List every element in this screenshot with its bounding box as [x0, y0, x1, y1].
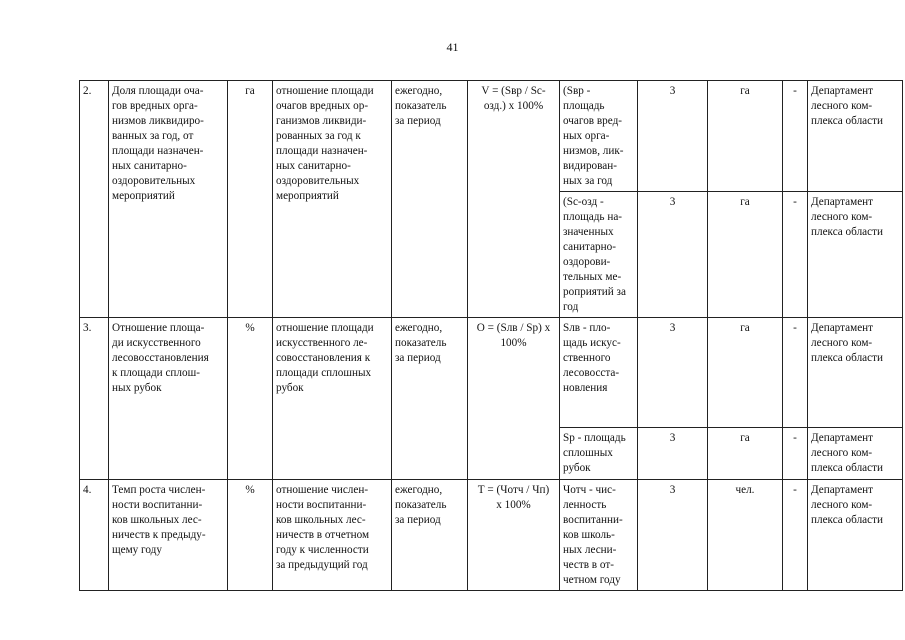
definition-line: оздоровительных [276, 175, 360, 187]
definition-line: ности воспитанни- [276, 499, 367, 511]
responsible-org-line: плекса области [811, 352, 883, 364]
responsible-org [808, 480, 903, 591]
indicator-name-line: гов вредных орга- [112, 100, 198, 112]
responsible-org-line: плекса области [811, 115, 883, 127]
component-description-line: честв в от- [563, 559, 614, 571]
formula-line: O = (Sлв / Sр) х [476, 322, 551, 334]
component-description-line: новления [563, 382, 608, 394]
indicator-name-line: мероприятий [112, 190, 175, 202]
formula [468, 81, 560, 318]
period-line: ежегодно, [395, 484, 443, 496]
component-unit: га [708, 192, 783, 318]
definition-line: отношение числен- [276, 484, 369, 496]
indicator-name-line: Доля площади оча- [112, 85, 204, 97]
row-number: 4. [80, 480, 109, 591]
indicator-name-line: ности воспитанни- [112, 499, 203, 511]
indicator-name-line: оздоровительных [112, 175, 196, 187]
indicator-name-line: площади назначен- [112, 145, 204, 157]
indicator-name-line: ди искусственного [112, 337, 201, 349]
period-line: ежегодно, [395, 85, 443, 97]
indicator-name [109, 81, 228, 318]
definition-line: ничеств в отчетном [276, 529, 370, 541]
indicator-name-line: ничеств к предыду- [112, 529, 206, 541]
component-code: 3 [638, 81, 708, 192]
component-description-line: щадь искус- [563, 337, 621, 349]
period-line: за период [395, 514, 441, 526]
component-description-line: сплошных [563, 447, 613, 459]
unit: % [228, 318, 273, 480]
table-row [80, 318, 903, 428]
responsible-org [808, 81, 903, 192]
responsible-org-line: Департамент [811, 196, 874, 208]
period-line: за период [395, 352, 441, 364]
component-unit: чел. [708, 480, 783, 591]
component-description [560, 480, 638, 591]
component-code: 3 [638, 428, 708, 480]
component-description-line: оздорови- [563, 256, 611, 268]
table-row [80, 81, 903, 192]
definition-line: году к численности [276, 544, 369, 556]
definition-line: рованных за год к [276, 130, 361, 142]
definition-line: отношение площади [276, 322, 374, 334]
component-description-line: воспитанни- [563, 514, 623, 526]
definition-line: ных санитарно- [276, 160, 351, 172]
component-dash: - [783, 318, 808, 428]
component-description-line: рубок [563, 462, 591, 474]
indicator-name-line: щему году [112, 544, 162, 556]
component-code: 3 [638, 480, 708, 591]
responsible-org-line: Департамент [811, 85, 874, 97]
period-line: показатель [395, 499, 447, 511]
formula-line: V = (Sвр / Sс- [481, 85, 546, 97]
responsible-org-line: Департамент [811, 484, 874, 496]
component-unit: га [708, 318, 783, 428]
definition-line: совосстановления к [276, 352, 371, 364]
period-line: показатель [395, 100, 447, 112]
component-description-line: (Sс-озд - [563, 196, 604, 208]
responsible-org [808, 428, 903, 480]
period-line: за период [395, 115, 441, 127]
indicator-name-line: ных санитарно- [112, 160, 187, 172]
period [392, 480, 468, 591]
component-description-line: значенных [563, 226, 614, 238]
indicator-name-line: ных рубок [112, 382, 162, 394]
row-number: 3. [80, 318, 109, 480]
unit: га [228, 81, 273, 318]
indicator-name [109, 480, 228, 591]
definition-line: рубок [276, 382, 304, 394]
definition-line: площади сплошных [276, 367, 372, 379]
component-description-line: ственного [563, 352, 611, 364]
formula-line: 100% [500, 337, 527, 349]
indicator-name-line: ванных за год, от [112, 130, 194, 142]
indicator-name-line: ков школьных лес- [112, 514, 202, 526]
responsible-org-line: лесного ком- [811, 337, 873, 349]
definition [273, 480, 392, 591]
component-description-line: площадь на- [563, 211, 623, 223]
indicator-name-line: Отношение площа- [112, 322, 205, 334]
definition-line: очагов вредных ор- [276, 100, 369, 112]
component-description-line: ных за год [563, 175, 613, 187]
component-description-line: Чотч - чис- [563, 484, 616, 496]
definition [273, 81, 392, 318]
responsible-org [808, 192, 903, 318]
responsible-org-line: лесного ком- [811, 447, 873, 459]
responsible-org-line: Департамент [811, 432, 874, 444]
definition-line: искусственного ле- [276, 337, 368, 349]
definition-line: ганизмов ликвиди- [276, 115, 367, 127]
component-description-line: лесовосста- [563, 367, 620, 379]
period [392, 318, 468, 480]
responsible-org-line: лесного ком- [811, 211, 873, 223]
definition-line: мероприятий [276, 190, 339, 202]
formula [468, 318, 560, 480]
component-description-line: (Sвр - [563, 85, 591, 97]
definition-line: за предыдущий год [276, 559, 368, 571]
indicator-name [109, 318, 228, 480]
responsible-org-line: Департамент [811, 322, 874, 334]
period-line: ежегодно, [395, 322, 443, 334]
formula-line: Т = (Чотч / Чп) [477, 484, 550, 496]
component-dash: - [783, 428, 808, 480]
period [392, 81, 468, 318]
component-description [560, 192, 638, 318]
indicator-name-line: низмов ликвидиро- [112, 115, 204, 127]
component-description-line: ков школь- [563, 529, 615, 541]
component-description-line: четном году [563, 574, 621, 586]
responsible-org-line: лесного ком- [811, 100, 873, 112]
responsible-org-line: плекса области [811, 226, 883, 238]
formula-line: х 100% [496, 499, 531, 511]
period-line: показатель [395, 337, 447, 349]
component-dash: - [783, 480, 808, 591]
definition [273, 318, 392, 480]
component-dash: - [783, 81, 808, 192]
component-code: 3 [638, 318, 708, 428]
formula [468, 480, 560, 591]
component-description-line: год [563, 301, 579, 313]
table-row [80, 480, 903, 591]
component-description-line: ных лесни- [563, 544, 617, 556]
indicator-name-line: Темп роста числен- [112, 484, 206, 496]
component-unit: га [708, 81, 783, 192]
component-unit: га [708, 428, 783, 480]
component-description-line: видирован- [563, 160, 617, 172]
definition-line: площади назначен- [276, 145, 368, 157]
component-description [560, 81, 638, 192]
page-number: 41 [446, 40, 459, 54]
component-description [560, 318, 638, 428]
responsible-org-line: лесного ком- [811, 499, 873, 511]
component-description-line: очагов вред- [563, 115, 622, 127]
component-description-line: тельных ме- [563, 271, 622, 283]
indicator-name-line: к площади сплош- [112, 367, 200, 379]
responsible-org-line: плекса области [811, 514, 883, 526]
component-description-line: низмов, лик- [563, 145, 624, 157]
responsible-org-line: плекса области [811, 462, 883, 474]
component-description-line: роприятий за [563, 286, 626, 298]
unit: % [228, 480, 273, 591]
component-description-line: площадь [563, 100, 605, 112]
row-number: 2. [80, 81, 109, 318]
indicator-table [79, 80, 903, 591]
definition-line: отношение площади [276, 85, 374, 97]
component-description-line: ленность [563, 499, 607, 511]
indicator-name-line: лесовосстановления [112, 352, 209, 364]
component-description [560, 428, 638, 480]
component-description-line: Sр - площадь [563, 432, 626, 444]
responsible-org [808, 318, 903, 428]
component-dash: - [783, 192, 808, 318]
component-description-line: ных орга- [563, 130, 610, 142]
component-description-line: Sлв - пло- [563, 322, 611, 334]
component-code: 3 [638, 192, 708, 318]
formula-line: озд.) х 100% [483, 100, 544, 112]
component-description-line: санитарно- [563, 241, 616, 253]
definition-line: ков школьных лес- [276, 514, 366, 526]
